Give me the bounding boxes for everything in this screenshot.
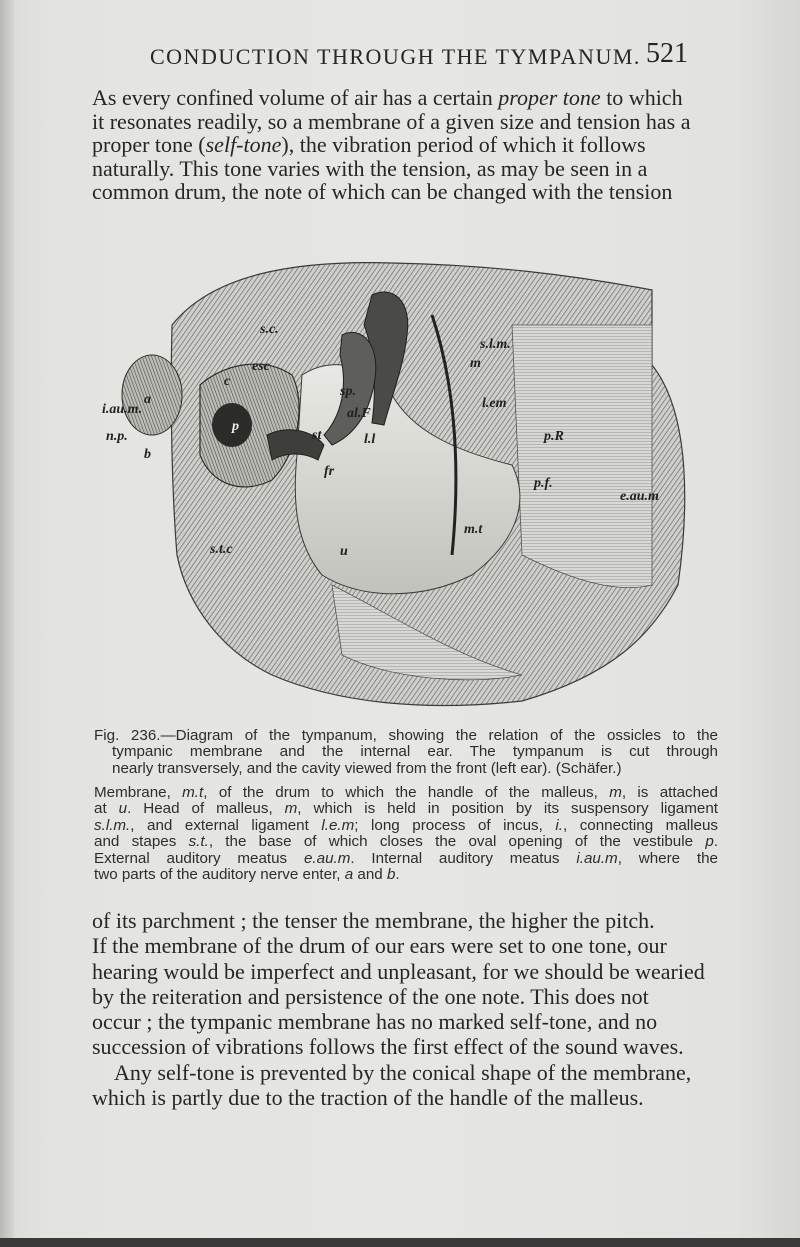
label-pr: p.R	[544, 429, 564, 444]
legend-line: and stapes s.t., the base of which closes the oval opening of the vestibule p.	[94, 833, 718, 851]
legend-line: s.l.m., and external ligament l.e.m; long process of incus, i., connecting malleus	[94, 816, 719, 834]
internal-meatus	[122, 355, 182, 435]
external-meatus-wall	[512, 325, 652, 588]
figure-legend	[94, 785, 718, 883]
intro-line: naturally. This tone varies with the tension, as may be seen in a	[92, 155, 648, 181]
label-iaum: i.au.m.	[102, 402, 143, 417]
caption-line: Fig. 236.—Diagram of the tympanum, showing the relation of the ossicles to the	[94, 727, 718, 744]
page-bottom-edge	[0, 1238, 800, 1247]
label-stc: s.t.c	[210, 542, 233, 557]
body-line: If the membrane of the drum of our ears were set to one tone, our	[92, 933, 667, 959]
body-line: by the reiteration and persistence of the one note. This does not	[92, 983, 649, 1009]
running-head	[150, 38, 690, 72]
label-ll: l.l	[364, 432, 376, 447]
label-eaum: e.au.m	[620, 489, 659, 504]
tympanum-diagram	[92, 255, 708, 711]
label-alF: al.F	[347, 406, 371, 421]
body-line: occur ; the tympanic membrane has no marked self-tone, and no	[92, 1009, 658, 1035]
tympanum-illustration	[92, 255, 708, 711]
label-a: a	[144, 392, 151, 407]
body-line: hearing would be imperfect and unpleasant, for we should be wearied	[92, 958, 705, 984]
label-mt: m.t	[464, 522, 483, 537]
intro-line: As every confined volume of air has a certain proper tone to which	[92, 85, 683, 110]
legend-line: External auditory meatus e.au.m. Internal auditory meatus i.au.m, where the	[94, 849, 719, 867]
label-pf: p.f.	[534, 476, 553, 491]
caption-line: tympanic membrane and the internal ear. The tympanum is cut through	[112, 743, 718, 761]
label-c: c	[224, 374, 231, 389]
legend-line: at u. Head of malleus, m, which is held in position by its suspensory ligament	[94, 800, 719, 818]
label-p: p	[232, 419, 239, 434]
label-st: st	[312, 428, 322, 443]
intro-line: proper tone (self-tone), the vibration period of which it follows	[92, 132, 646, 157]
running-head-title: CONDUCTION THROUGH THE TYMPANUM.	[150, 44, 641, 69]
label-slm: s.l.m.	[480, 337, 511, 352]
intro-paragraph	[92, 86, 708, 204]
body-line: of its parchment ; the tenser the membrane, the higher the pitch.	[92, 908, 655, 933]
legend-line: two parts of the auditory nerve enter, a and b.	[94, 866, 400, 884]
label-b: b	[144, 447, 151, 462]
body-line: succession of vibrations follows the first effect of the sound waves.	[92, 1034, 684, 1060]
label-sc: s.c.	[260, 322, 279, 337]
label-sp: sp.	[340, 384, 356, 399]
page-number: 521	[646, 38, 688, 69]
label-u: u	[340, 544, 348, 559]
book-spine-shadow	[0, 0, 14, 1247]
label-fr: fr	[324, 464, 335, 479]
body-line: Any self-tone is prevented by the conical shape of the membrane,	[114, 1059, 692, 1085]
body-paragraph	[92, 908, 716, 1110]
label-esc: esc	[252, 359, 270, 374]
caption-line: nearly transversely, and the cavity viewed from the front (left ear). (Schäfer.)	[112, 759, 622, 777]
label-np: n.p.	[106, 429, 128, 444]
label-lem: l.em	[482, 396, 507, 411]
label-m: m	[470, 356, 481, 371]
legend-line: Membrane, m.t, of the drum to which the handle of the malleus, m, is attached	[94, 784, 718, 801]
intro-line: it resonates readily, so a membrane of a given size and tension has a	[92, 108, 691, 134]
figure-caption	[94, 728, 718, 777]
intro-line: common drum, the note of which can be changed with the tension	[92, 179, 673, 204]
body-line: which is partly due to the traction of the handle of the malleus.	[92, 1085, 644, 1111]
